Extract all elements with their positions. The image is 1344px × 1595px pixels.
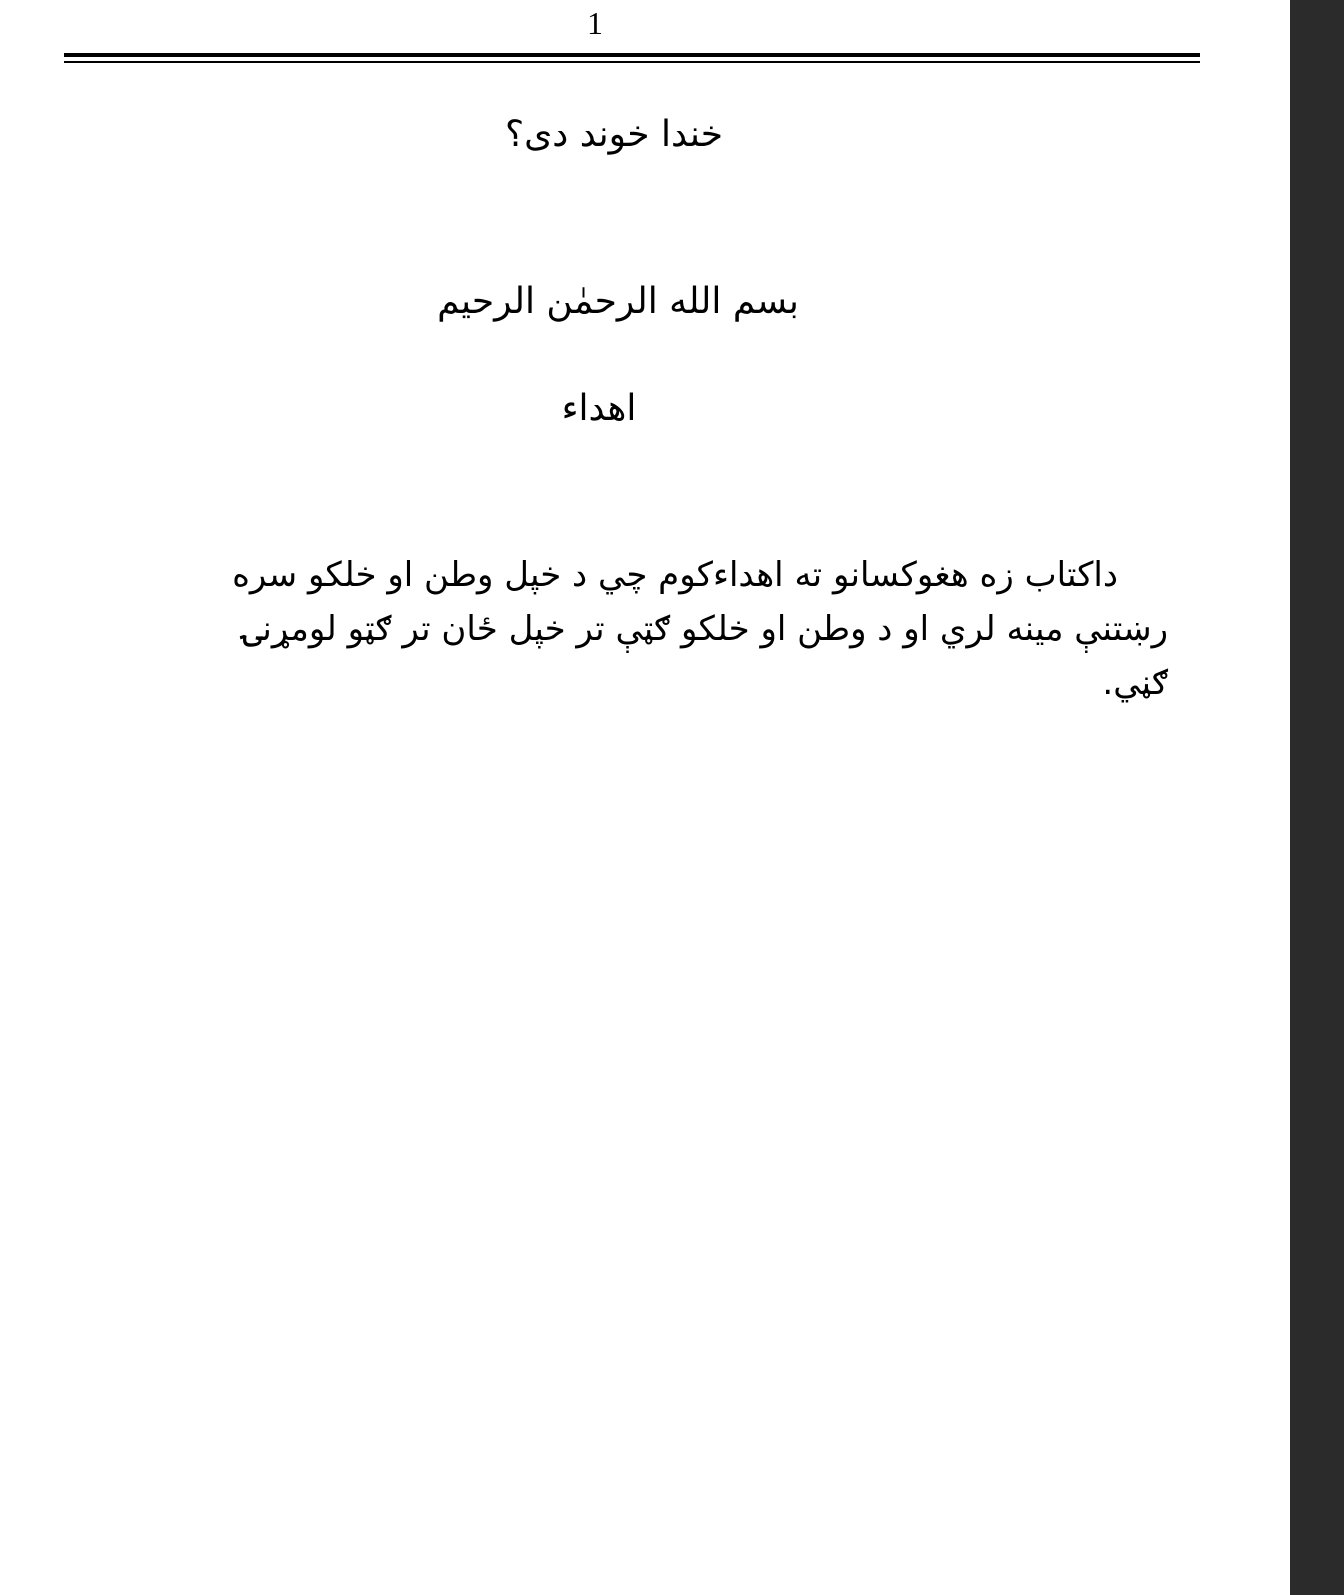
document-title: خندا خوند دی؟ (505, 114, 723, 155)
dedication-line-3: ګڼي. (1102, 663, 1168, 703)
dedication-line-1: داکتاب زه هغوکسانو ته اهداءکوم چي د خپل وطن او خلکو سره (232, 555, 1118, 595)
header-double-rule (64, 53, 1200, 63)
basmala: بسم الله الرحمٰن الرحيم (437, 281, 799, 322)
dedication-paragraph (80, 548, 1168, 710)
page-number: 1 (587, 5, 603, 41)
dedication-line-2: رښتنې مينه لري او د وطن او خلکو ګټې تر خپل ځان تر ګټو لومړنۍ (242, 609, 1168, 649)
dedication-heading: اهداء (561, 388, 637, 429)
viewer-side-panel[interactable] (1290, 0, 1344, 1595)
